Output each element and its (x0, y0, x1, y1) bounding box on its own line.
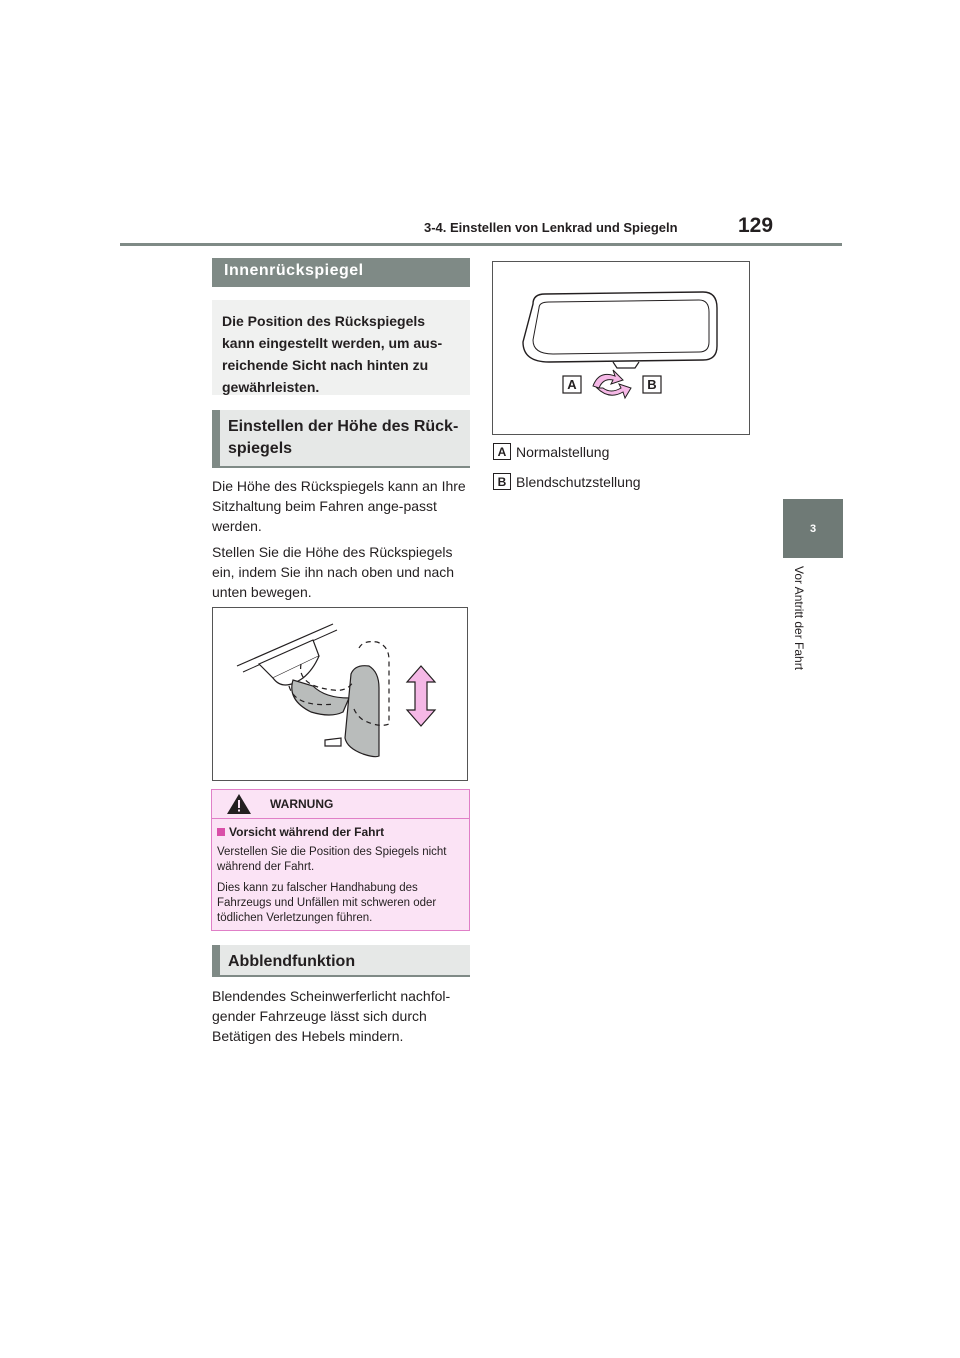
legend-key: B (493, 473, 511, 490)
warning-body (212, 819, 469, 936)
subsection-heading-height: Einstellen der Höhe des Rück-spiegels (212, 410, 470, 468)
legend-item-a (493, 443, 609, 460)
warning-header (212, 790, 469, 819)
header-rule (120, 243, 842, 246)
running-header-section: 3-4. Einstellen von Lenkrad und Spiegeln (424, 220, 678, 235)
rearview-mirror-illustration (493, 262, 749, 434)
legend-text: Normalstellung (516, 443, 610, 460)
dimming-text (212, 986, 468, 1052)
warning-paragraph: Verstellen Sie die Position des Spiegels nicht während der Fahrt. (217, 846, 447, 873)
legend-key: A (493, 443, 511, 460)
height-paragraph: Stellen Sie die Höhe des Rückspiegels ein, indem Sie ihn nach oben und nach unten bewegen. (212, 544, 455, 600)
figure-label-b: B (647, 377, 657, 392)
height-text (212, 476, 468, 608)
up-down-arrow-icon (407, 666, 435, 726)
chapter-number: 3 (809, 522, 817, 535)
warning-box (211, 789, 470, 931)
figure-rearview-mirror (492, 261, 750, 435)
page-number: 129 (738, 214, 774, 237)
legend-text: Blendschutzstellung (516, 473, 641, 490)
section-heading-innenrueckspiegel: Innenrückspiegel (212, 258, 470, 287)
height-paragraph: Die Höhe des Rückspiegels kann an Ihre Sitzhaltung beim Fahren ange-passt werden. (212, 478, 466, 534)
rotate-arrow-left-icon (593, 370, 623, 388)
legend-item-b (493, 473, 641, 490)
warning-triangle-icon (226, 793, 252, 815)
chapter-tab (783, 499, 843, 558)
subsection-heading-dimming: Abblendfunktion (212, 945, 470, 977)
chapter-title: Vor Antritt der Fahrt (792, 566, 806, 671)
figure-mirror-height (212, 607, 468, 781)
dimming-paragraph: Blendendes Scheinwerferlicht nachfol-gender Fahrzeuge lässt sich durch Betätigen des Hebels mindern. (212, 988, 451, 1044)
warning-subtitle (217, 825, 464, 839)
warning-title: WARNUNG (270, 797, 334, 811)
warning-subtitle-text: Vorsicht während der Fahrt (229, 825, 385, 839)
rotate-arrow-right-icon (597, 384, 631, 398)
figure-label-a: A (567, 377, 577, 392)
square-bullet-icon (217, 828, 225, 836)
mirror-height-illustration (213, 608, 467, 780)
section-intro: Die Position des Rückspiegels kann eingestellt werden, um aus-reichende Sicht nach hinten zu gewährleisten. (212, 300, 470, 395)
warning-paragraph: Dies kann zu falscher Handhabung des Fahrzeugs und Unfällen mit schweren oder tödlichen Verletzungen führen. (217, 882, 437, 924)
